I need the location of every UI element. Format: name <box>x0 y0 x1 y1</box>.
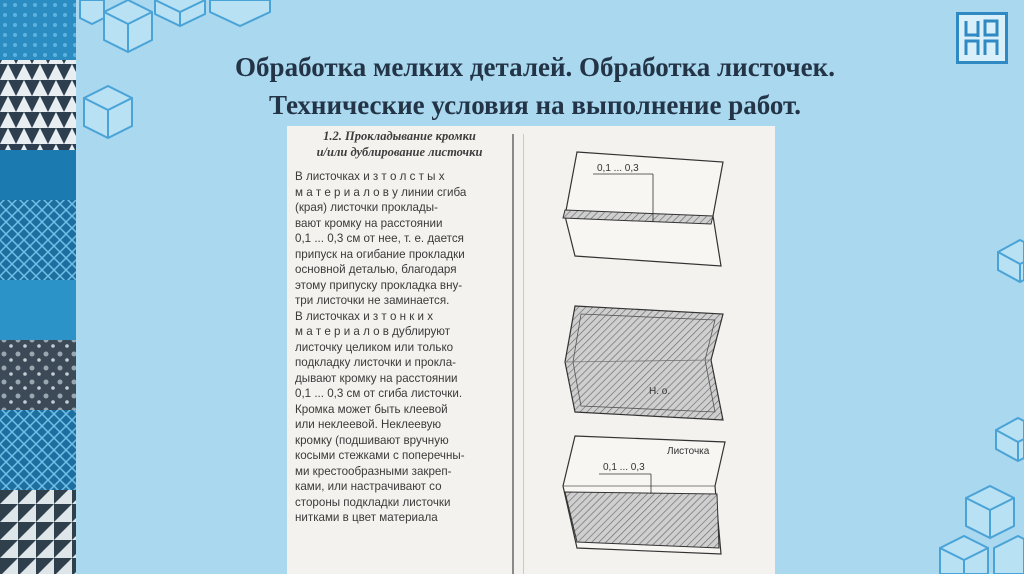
body-line: подкладку листочки и прокла- <box>295 356 457 369</box>
slide-title <box>120 48 950 124</box>
body-line: 0,1 ... 0,3 см от нее, т. е. дается <box>295 232 464 245</box>
body-line: м а т е р и а л о в у линии сгиба <box>295 185 467 199</box>
body-line: стороны подкладки листочки <box>295 495 451 509</box>
cube-top-1 <box>80 0 104 24</box>
body-line: м а т е р и а л о в дублируют <box>295 325 451 338</box>
section-heading-line-1: 1.2. Прокладывание кромки <box>323 129 476 143</box>
body-line: 0,1 ... 0,3 см от сгиба листочки. <box>295 387 463 400</box>
body-line: Кромка может быть клеевой <box>295 402 448 416</box>
body-line: В листочках и з т о н к и х <box>295 309 434 323</box>
body-line: дывают кромку на расстоянии <box>295 371 458 385</box>
cube-top-4 <box>210 0 270 26</box>
cube-right-5 <box>994 536 1024 574</box>
cube-right-1 <box>998 240 1024 282</box>
body-line: основной деталью, благодаря <box>295 263 457 276</box>
section-heading <box>287 128 512 160</box>
figure-2-label: Н. о. <box>649 386 671 397</box>
scanned-page <box>287 126 775 574</box>
left-pattern-strip <box>0 0 76 574</box>
logo <box>956 12 1008 64</box>
body-line: нитками в цвет материала <box>295 511 438 524</box>
figure-3-drawing <box>555 430 735 570</box>
figure-3-dimension: 0,1 ... 0,3 <box>603 462 645 473</box>
figure-2 <box>557 300 727 430</box>
cube-top-3 <box>155 0 205 26</box>
column-divider-secondary <box>523 134 524 574</box>
figure-2-drawing <box>557 300 727 430</box>
column-divider <box>512 134 514 574</box>
section-heading-line-2: и/или дублирование листочки <box>316 145 483 159</box>
body-line: ками, или настрачивают со <box>295 480 442 493</box>
body-line: или неклеевой. Неклеевую <box>295 418 442 431</box>
body-line: этому припуску прокладка вну- <box>295 278 463 292</box>
body-line: вают кромку на расстоянии <box>295 216 443 230</box>
body-line: листочку целиком или только <box>295 340 454 354</box>
figure-3 <box>555 430 735 570</box>
body-line: три листочки не заминается. <box>295 294 450 307</box>
body-line: В листочках и з т о л с т ы х <box>295 170 445 183</box>
section-body <box>295 169 509 526</box>
body-line: ми крестообразными закреп- <box>295 464 452 478</box>
body-line: кромку (подшивают вручную <box>295 433 449 447</box>
cube-right-2 <box>996 418 1024 461</box>
cube-top-2 <box>104 0 152 52</box>
figure-3-caption: Листочка <box>667 446 710 457</box>
slide-title-line-1: Обработка мелких деталей. Обработка листочек. <box>235 52 835 82</box>
figure-1-drawing <box>545 144 725 284</box>
body-line: припуск на огибание прокладки <box>295 247 465 261</box>
figure-1-dimension: 0,1 ... 0,3 <box>597 163 639 174</box>
pattern-strip-graphic <box>0 0 76 574</box>
slide-title-line-2: Технические условия на выполнение работ. <box>268 90 802 120</box>
body-line: косыми стежками с поперечны- <box>295 449 465 462</box>
body-line: (края) листочки проклады- <box>295 201 438 214</box>
figure-1 <box>545 144 725 284</box>
grid-logo-icon <box>959 15 1005 61</box>
cube-right-4 <box>940 536 988 574</box>
cube-right-3 <box>966 486 1014 538</box>
